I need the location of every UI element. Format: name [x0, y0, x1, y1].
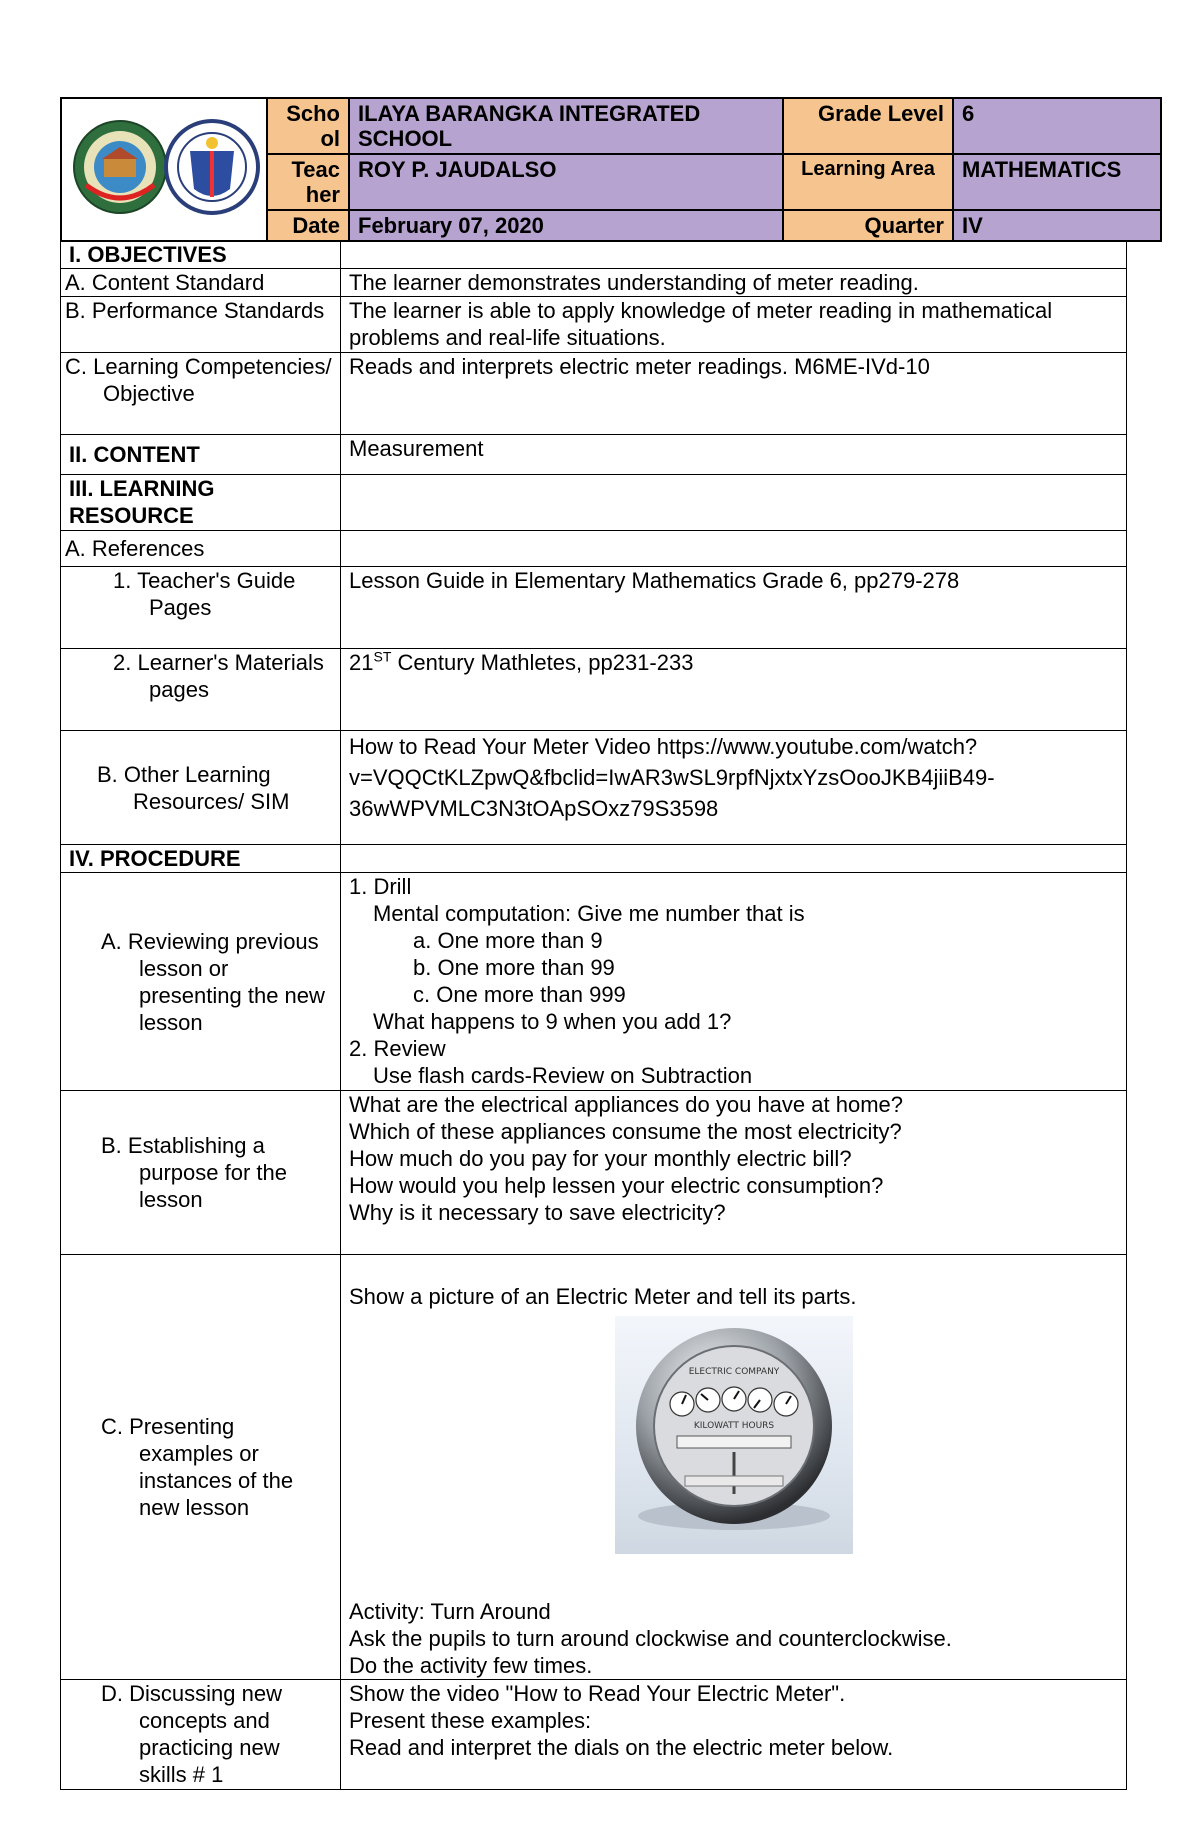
- other-resources-value: [341, 731, 1127, 845]
- division-seal-icon: [74, 121, 166, 213]
- discussing-concepts-content: [341, 1680, 1127, 1790]
- purpose-question: Which of these appliances consume the most electricity?: [349, 1119, 902, 1144]
- performance-standards-value: The learner is able to apply knowledge of meter reading in mathematical problems and real-life situations.: [341, 297, 1127, 353]
- drill-line: c. One more than 999: [413, 982, 626, 1007]
- learners-materials-label: 2. Learner's Materials pages: [61, 649, 341, 731]
- svg-text:KILOWATT HOURS: KILOWATT HOURS: [693, 1421, 774, 1431]
- content-heading: II. CONTENT: [61, 435, 341, 475]
- drill-line: What happens to 9 when you add 1?: [373, 1009, 732, 1034]
- grade-value: 6: [953, 98, 1161, 154]
- learning-area-value: MATHEMATICS: [953, 154, 1161, 210]
- learners-materials-value: 21ST Century Mathletes, pp231-233: [341, 649, 1127, 731]
- meter-intro: Show a picture of an Electric Meter and tell its parts.: [349, 1284, 857, 1309]
- discussing-concepts-label: D. Discussing new concepts and practicing new skills # 1: [61, 1680, 341, 1790]
- quarter-label: Quarter: [783, 210, 953, 241]
- header-table: [60, 97, 1162, 242]
- other-resources-label: B. Other Learning Resources/ SIM: [61, 731, 341, 845]
- activity-line: Activity: Turn Around: [349, 1599, 551, 1624]
- review-line: Use flash cards-Review on Subtraction: [373, 1063, 753, 1088]
- grade-label: Grade Level: [783, 98, 953, 154]
- activity-line: Do the activity few times.: [349, 1653, 593, 1678]
- discussion-line: Show the video "How to Read Your Electric Meter".: [349, 1681, 846, 1706]
- purpose-question: How would you help lessen your electric consumption?: [349, 1173, 884, 1198]
- performance-standards-label: B. Performance Standards: [61, 297, 341, 353]
- drill-line: 1. Drill: [349, 874, 412, 899]
- discussion-line: Present these examples:: [349, 1708, 592, 1733]
- references-label: A. References: [61, 531, 341, 567]
- learning-competencies-value: Reads and interprets electric meter readings. M6ME-IVd-10: [341, 353, 1127, 435]
- content-value: Measurement: [341, 435, 1127, 475]
- teacher-value: ROY P. JAUDALSO: [349, 154, 783, 210]
- other-resources-line: How to Read Your Meter Video https://www.youtube.com/watch?: [349, 734, 978, 759]
- drill-line: a. One more than 9: [413, 928, 603, 953]
- review-line: 2. Review: [349, 1036, 446, 1061]
- other-resources-line: v=VQQCtKLZpwQ&fbclid=IwAR3wSL9rpfNjxtxYzsOooJKB4jiiB49-: [349, 765, 995, 790]
- reviewing-label: A. Reviewing previous lesson or presenting the new lesson: [61, 873, 341, 1091]
- school-value: ILAYA BARANGKA INTEGRATED SCHOOL: [349, 98, 783, 154]
- objectives-heading: I. OBJECTIVES: [61, 241, 341, 269]
- lesson-table: [60, 240, 1127, 1790]
- learning-area-label: Learning Area: [783, 154, 953, 210]
- school-label: Scho ol: [267, 98, 349, 154]
- teachers-guide-label: 1. Teacher's Guide Pages: [61, 567, 341, 649]
- teacher-label: Teac her: [267, 154, 349, 210]
- drill-line: b. One more than 99: [413, 955, 615, 980]
- school-logos: [64, 107, 264, 227]
- date-label: Date: [267, 210, 349, 241]
- purpose-question: How much do you pay for your monthly electric bill?: [349, 1146, 852, 1171]
- establishing-purpose-label: B. Establishing a purpose for the lesson: [61, 1091, 341, 1255]
- logos-cell: [61, 98, 267, 241]
- learning-resource-heading: III. LEARNING RESOURCE: [61, 475, 341, 531]
- learning-competencies-label: C. Learning Competencies/ Objective: [61, 353, 341, 435]
- content-standard-label: A. Content Standard: [61, 269, 341, 297]
- reviewing-content: [341, 873, 1127, 1091]
- teachers-guide-value: Lesson Guide in Elementary Mathematics Grade 6, pp279-278: [341, 567, 1127, 649]
- drill-line: Mental computation: Give me number that is: [373, 901, 805, 926]
- presenting-examples-content: [341, 1255, 1127, 1680]
- establishing-purpose-content: [341, 1091, 1127, 1255]
- deped-seal-icon: [166, 121, 258, 213]
- purpose-question: What are the electrical appliances do you have at home?: [349, 1092, 903, 1117]
- svg-text:ELECTRIC COMPANY: ELECTRIC COMPANY: [688, 1367, 779, 1377]
- discussion-line: Read and interpret the dials on the electric meter below.: [349, 1735, 894, 1760]
- content-standard-value: The learner demonstrates understanding of meter reading.: [341, 269, 1127, 297]
- other-resources-line: 36wWPVMLC3N3tOApSOxz79S3598: [349, 796, 719, 821]
- presenting-examples-label: C. Presenting examples or instances of the new lesson: [61, 1255, 341, 1680]
- electric-meter-image: [615, 1316, 853, 1554]
- purpose-question: Why is it necessary to save electricity?: [349, 1200, 726, 1225]
- quarter-value: IV: [953, 210, 1161, 241]
- procedure-heading: IV. PROCEDURE: [61, 845, 341, 873]
- date-value: February 07, 2020: [349, 210, 783, 241]
- activity-line: Ask the pupils to turn around clockwise and counterclockwise.: [349, 1626, 952, 1651]
